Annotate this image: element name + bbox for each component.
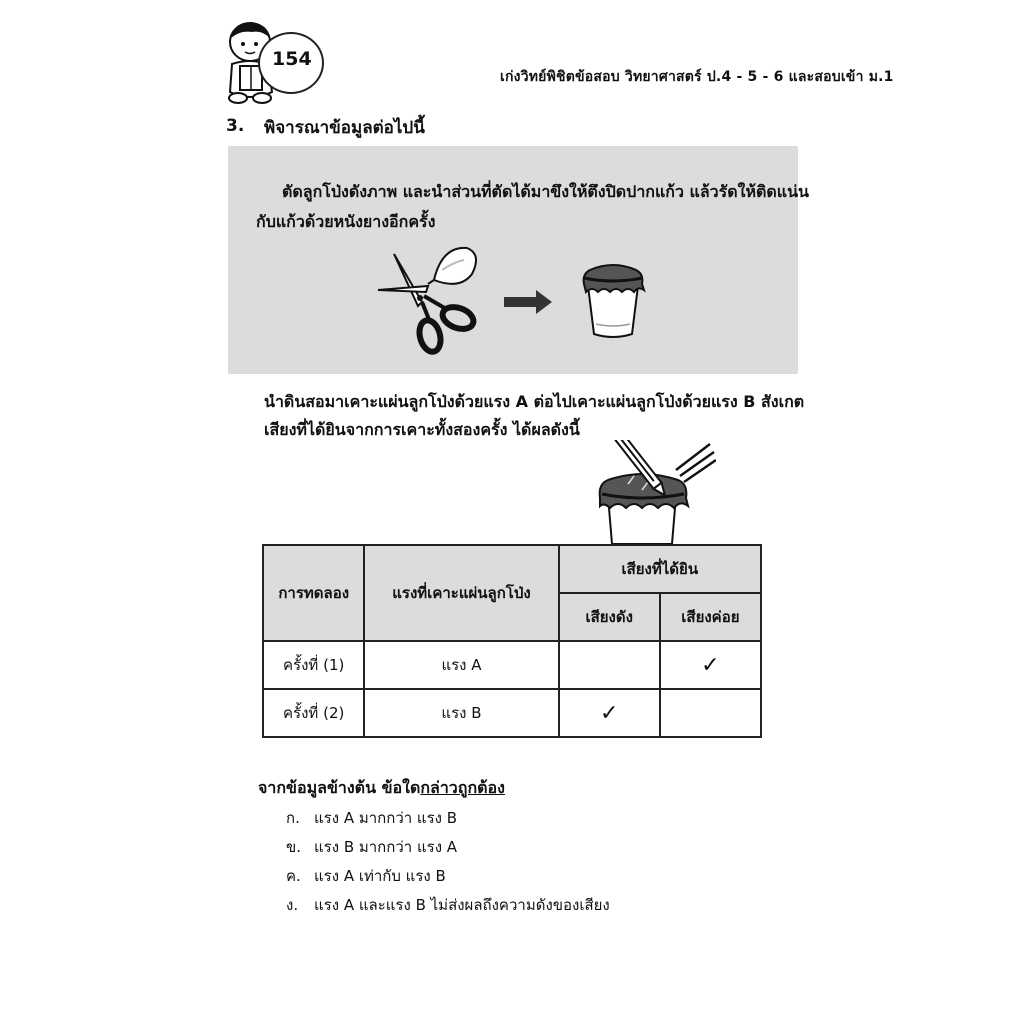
choice-text: แรง A มากกว่า แรง B xyxy=(314,809,458,827)
choice-text: แรง B มากกว่า แรง A xyxy=(314,838,458,856)
choice-letter: ก. xyxy=(286,809,300,827)
choice-letter: ข. xyxy=(286,838,302,856)
header-force: แรงที่เคาะแผ่นลูกโป่ง xyxy=(364,545,558,641)
table-row xyxy=(263,641,761,689)
cell-trial: ครั้งที่ (1) xyxy=(263,641,364,689)
pencil-tapping-drum-icon xyxy=(598,440,716,544)
choice-text: แรง A และแรง B ไม่ส่งผลถึงความดังของเสียง xyxy=(314,896,610,914)
choice-item xyxy=(286,806,457,830)
scissors-balloon-icon xyxy=(372,240,482,356)
prompt-underlined: กล่าวถูกต้อง xyxy=(420,778,505,797)
cell-soft: ✓ xyxy=(660,641,761,689)
choice-item xyxy=(286,864,446,888)
description-line: เสียงที่ได้ยินจากการเคาะทั้งสองครั้ง ได้ผลดังนี้ xyxy=(264,420,580,439)
description-line: นำดินสอมาเคาะแผ่นลูกโป่งด้วยแรง A ต่อไปเคาะแผ่นลูกโป่งด้วยแรง B สังเกต xyxy=(264,392,805,411)
choice-text: แรง A เท่ากับ แรง B xyxy=(314,867,446,885)
question-prompt xyxy=(258,776,505,801)
right-arrow-icon xyxy=(504,290,552,314)
choice-item xyxy=(286,893,610,917)
cell-loud xyxy=(559,641,660,689)
table-row xyxy=(263,689,761,737)
header-trial: การทดลอง xyxy=(263,545,364,641)
info-text-line: ตัดลูกโป่งดังภาพ และนำส่วนที่ตัดได้มาขึงให้ตึงปิดปากแก้ว แล้วรัดให้ติดแน่น xyxy=(282,182,809,201)
info-text-line: กับแก้วด้วยหนังยางอีกครั้ง xyxy=(256,212,436,231)
book-title: เก่งวิทย์พิชิตข้อสอบ วิทยาศาสตร์ ป.4 - 5 - 6 และสอบเข้า ม.1 xyxy=(500,69,894,85)
cell-loud: ✓ xyxy=(559,689,660,737)
results-table xyxy=(262,544,762,738)
header-loud: เสียงดัง xyxy=(559,593,660,641)
question-number: 3. xyxy=(226,116,245,136)
cell-trial: ครั้งที่ (2) xyxy=(263,689,364,737)
cell-force: แรง B xyxy=(364,689,558,737)
covered-glass-icon xyxy=(578,256,648,340)
choice-item xyxy=(286,835,457,859)
prompt-prefix: จากข้อมูลข้างต้น ข้อใด xyxy=(258,778,421,797)
cell-force: แรง A xyxy=(364,641,558,689)
choice-letter: ง. xyxy=(286,896,299,914)
header-sound: เสียงที่ได้ยิน xyxy=(559,545,761,593)
page-number: 154 xyxy=(272,48,312,70)
question-title: พิจารณาข้อมูลต่อไปนี้ xyxy=(264,118,425,138)
choice-letter: ค. xyxy=(286,867,301,885)
header-soft: เสียงค่อย xyxy=(660,593,761,641)
cell-soft xyxy=(660,689,761,737)
